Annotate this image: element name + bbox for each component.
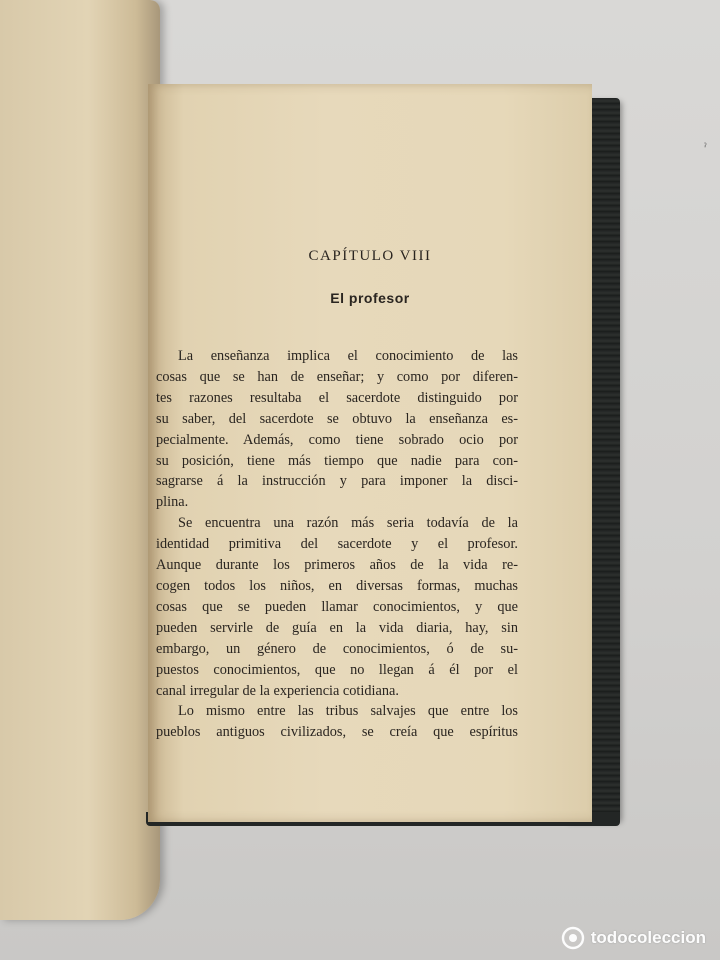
section-title: El profesor bbox=[330, 290, 410, 306]
text-line: cogen todos los niños, en diversas formas, muchas bbox=[156, 577, 518, 594]
text-line: pueden servirle de guía en la vida diaria, hay, sin bbox=[156, 619, 518, 636]
body-text bbox=[156, 346, 518, 743]
text-line: identidad primitiva del sacerdote y el profesor. bbox=[156, 536, 518, 553]
watermark-text: todocoleccion bbox=[590, 928, 706, 947]
watermark bbox=[561, 926, 706, 950]
text-line: La enseñanza implica el conocimiento de las bbox=[178, 348, 518, 364]
text-line: sagrarse á la instrucción y para imponer la disci- bbox=[156, 473, 518, 490]
margin-mark: ˀ bbox=[704, 142, 707, 153]
text-line: Lo mismo entre las tribus salvajes que entre los bbox=[178, 703, 518, 720]
text-line: cosas que se pueden llamar conocimientos, y que bbox=[156, 598, 518, 615]
text-line: Aunque durante los primeros años de la vida re- bbox=[156, 557, 518, 574]
text-line: su saber, del sacerdote se obtuvo la enseñanza es- bbox=[156, 410, 518, 427]
text-line: pecialmente. Además, como tiene sobrado ocio por bbox=[156, 431, 518, 448]
text-line: su posición, tiene más tiempo que nadie para con- bbox=[156, 452, 518, 469]
text-line: embargo, un género de conocimientos, ó de su- bbox=[156, 640, 518, 657]
text-line: cosas que se han de enseñar; y como por diferen- bbox=[156, 368, 518, 385]
book-page bbox=[148, 84, 592, 822]
watermark-logo-icon bbox=[561, 926, 585, 950]
text-line: tes razones resultaba el sacerdote distinguido por bbox=[156, 389, 518, 406]
text-line: canal irregular de la experiencia cotidiana. bbox=[156, 682, 399, 699]
left-facing-page bbox=[0, 0, 160, 920]
chapter-heading: CAPÍTULO VIII bbox=[308, 248, 432, 264]
text-line: pueblos antiguos civilizados, se creía que espíritus bbox=[156, 724, 518, 741]
text-line: Se encuentra una razón más seria todavía de la bbox=[178, 515, 518, 532]
text-line: puestos conocimientos, que no llegan á él por el bbox=[156, 661, 518, 678]
text-line: plina. bbox=[156, 494, 189, 511]
